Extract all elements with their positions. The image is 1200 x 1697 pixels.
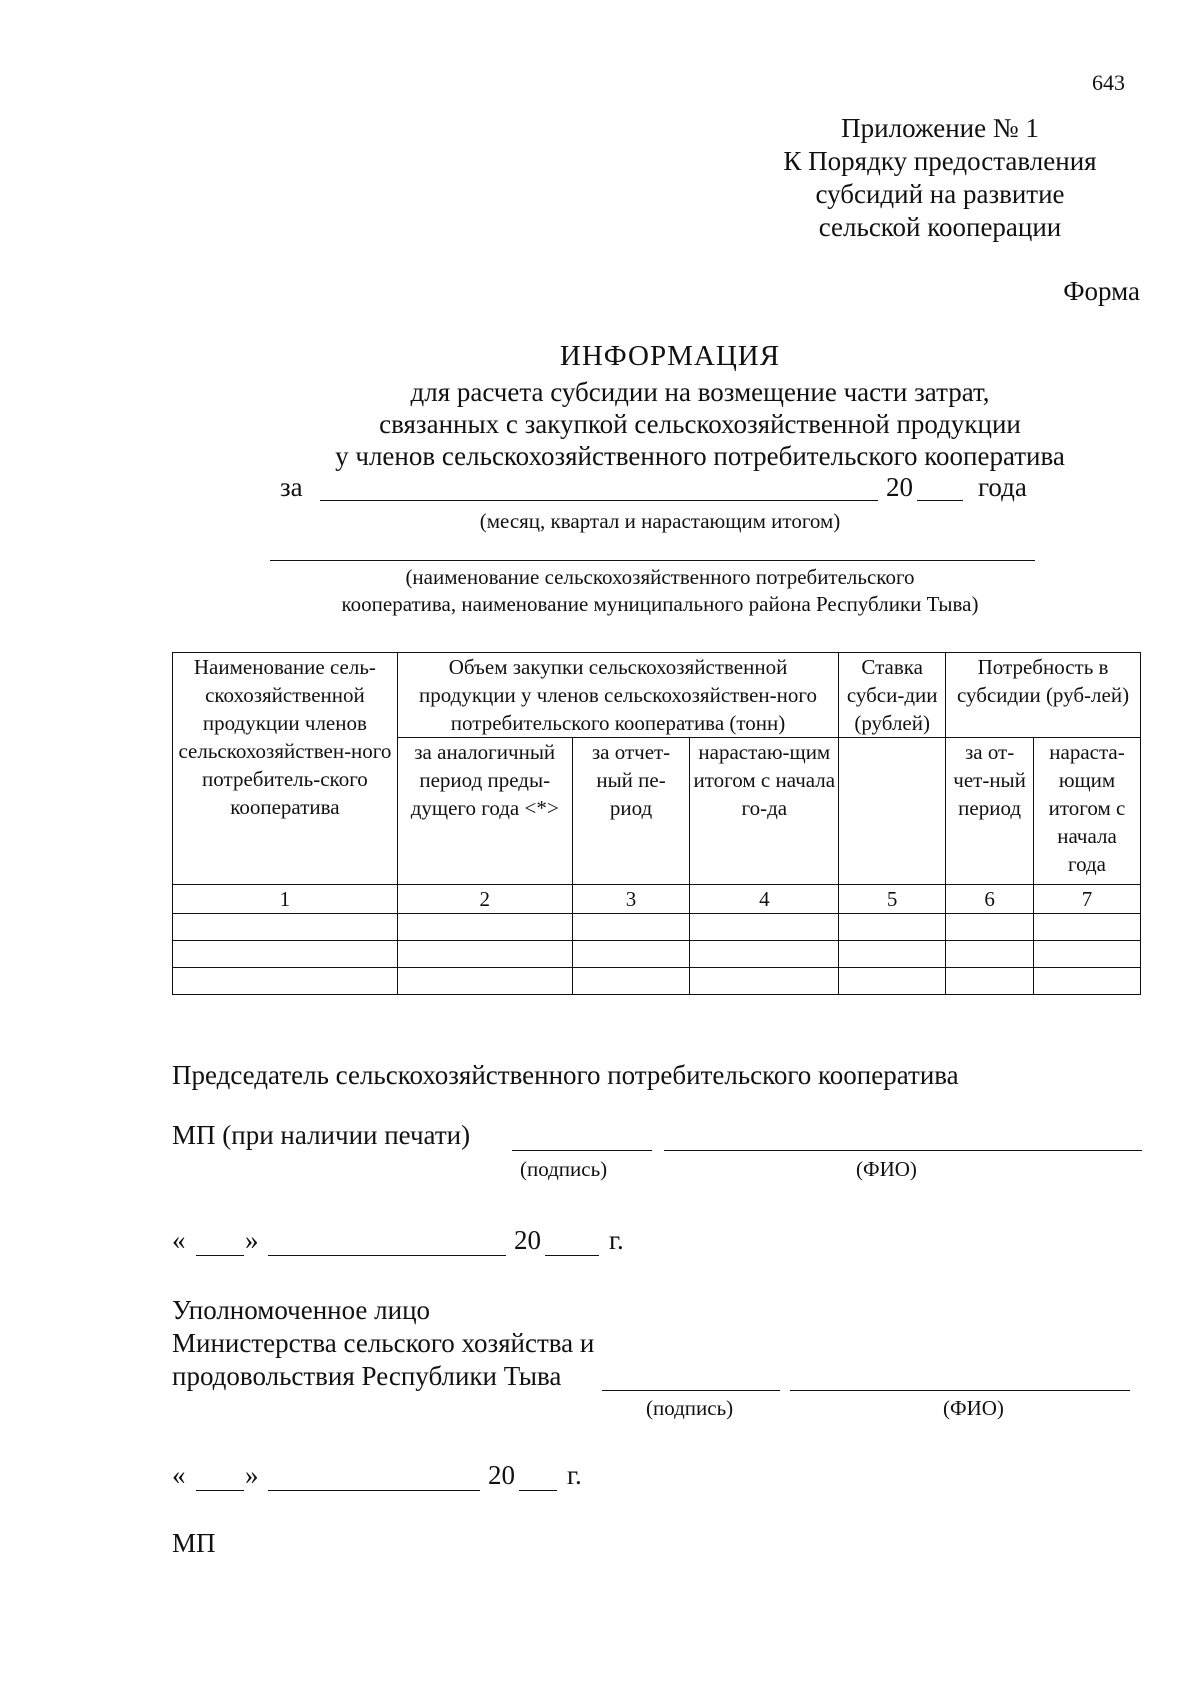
table-cell[interactable] xyxy=(397,968,572,995)
chairman-day-field[interactable] xyxy=(196,1255,244,1256)
authorized-day-field[interactable] xyxy=(196,1490,244,1491)
table-row xyxy=(173,941,1141,968)
table-cell[interactable] xyxy=(946,914,1034,941)
appendix-line: К Порядку предоставления xyxy=(783,146,1097,176)
column-number: 5 xyxy=(839,885,946,914)
chairman-label: Председатель сельскохозяйственного потребительского кооператива xyxy=(172,1060,959,1090)
mp-label: МП (при наличии печати) xyxy=(172,1120,471,1150)
period-year-prefix: 20 xyxy=(886,472,913,502)
table-cell[interactable] xyxy=(173,941,398,968)
table-header-cell: Потребность в субсидии (руб-лей) xyxy=(946,653,1141,738)
table-header-cell: за отчет-ный пе-риод xyxy=(572,738,690,885)
column-number: 6 xyxy=(946,885,1034,914)
table-header-cell: Ставка субси-дии (рублей) xyxy=(839,653,946,738)
table-header-cell: Объем закупки сельскохозяйственной продукции у членов сельскохозяйствен-ного потребительского кооператива (тонн) xyxy=(397,653,838,738)
table-cell[interactable] xyxy=(173,914,398,941)
period-field[interactable] xyxy=(320,500,878,501)
signature-hint: (подпись) xyxy=(646,1396,734,1420)
appendix-block xyxy=(740,112,1140,244)
table-header-cell: нараста-ющим итогом с начала года xyxy=(1034,738,1141,885)
appendix-line: субсидий на развитие xyxy=(815,179,1065,209)
table-row xyxy=(173,968,1141,995)
date-year-prefix: 20 xyxy=(514,1225,541,1255)
table-cell[interactable] xyxy=(1034,968,1141,995)
title-line: у членов сельскохозяйственного потребительского кооператива xyxy=(335,441,1065,471)
table-header-cell: за аналогичный период преды-дущего года <*> xyxy=(397,738,572,885)
date-open: « xyxy=(172,1460,186,1490)
table-cell[interactable] xyxy=(690,968,839,995)
table-cell[interactable] xyxy=(572,941,690,968)
table-cell[interactable] xyxy=(839,968,946,995)
chairman-year-field[interactable] xyxy=(545,1255,599,1256)
appendix-line: сельской кооперации xyxy=(818,212,1062,242)
period-za: за xyxy=(280,472,303,502)
subsidy-table xyxy=(172,652,1141,995)
date-year-suffix: г. xyxy=(567,1460,582,1490)
authorized-signature-field[interactable] xyxy=(602,1390,780,1391)
chairman-month-field[interactable] xyxy=(268,1255,506,1256)
authorized-label: продовольствия Республики Тыва xyxy=(172,1361,562,1391)
table-header-cell: за от-чет-ный период xyxy=(946,738,1034,885)
column-number: 7 xyxy=(1034,885,1141,914)
authorized-fio-field[interactable] xyxy=(790,1390,1130,1391)
mp-final: МП xyxy=(172,1528,216,1558)
chairman-signature-field[interactable] xyxy=(512,1150,652,1151)
table-header-cell xyxy=(839,738,946,885)
table-cell[interactable] xyxy=(946,941,1034,968)
authorized-label: Министерства сельского хозяйства и xyxy=(172,1328,595,1358)
column-number: 1 xyxy=(173,885,398,914)
table-row xyxy=(173,914,1141,941)
fio-hint: (ФИО) xyxy=(856,1157,917,1181)
table-cell[interactable] xyxy=(946,968,1034,995)
authorized-label: Уполномоченное лицо xyxy=(172,1295,431,1325)
authorized-month-field[interactable] xyxy=(268,1490,480,1491)
date-year-suffix: г. xyxy=(609,1225,624,1255)
table-header-cell: нарастаю-щим итогом с начала го-да xyxy=(690,738,839,885)
table-cell[interactable] xyxy=(690,941,839,968)
table-cell[interactable] xyxy=(173,968,398,995)
name-hint: (наименование сельскохозяйственного потребительского xyxy=(405,565,915,589)
table-number-row xyxy=(173,885,1141,914)
table-cell[interactable] xyxy=(397,941,572,968)
table-header-row xyxy=(173,653,1141,738)
date-open: « xyxy=(172,1225,186,1255)
date-close: » xyxy=(245,1225,259,1255)
table-cell[interactable] xyxy=(397,914,572,941)
column-number: 2 xyxy=(397,885,572,914)
table-cell[interactable] xyxy=(1034,914,1141,941)
table-cell[interactable] xyxy=(572,968,690,995)
authorized-year-field[interactable] xyxy=(519,1490,557,1491)
table-cell[interactable] xyxy=(690,914,839,941)
chairman-fio-field[interactable] xyxy=(664,1150,1142,1151)
date-close: » xyxy=(245,1460,259,1490)
name-hint: кооператива, наименование муниципального района Республики Тыва) xyxy=(341,592,979,616)
table-cell[interactable] xyxy=(572,914,690,941)
title-line: связанных с закупкой сельскохозяйственной продукции xyxy=(379,409,1021,439)
column-number: 3 xyxy=(572,885,690,914)
period-year-field[interactable] xyxy=(917,500,963,501)
page-number: 643 xyxy=(1092,70,1125,95)
cooperative-name-field[interactable] xyxy=(270,560,1035,561)
title-line: для расчета субсидии на возмещение части затрат, xyxy=(410,377,990,407)
table-cell[interactable] xyxy=(839,914,946,941)
table-cell[interactable] xyxy=(839,941,946,968)
column-number: 4 xyxy=(690,885,839,914)
appendix-line: Приложение № 1 xyxy=(841,113,1039,143)
form-label: Форма xyxy=(1063,276,1140,306)
table-cell[interactable] xyxy=(1034,941,1141,968)
signature-hint: (подпись) xyxy=(520,1157,608,1181)
document-heading: ИНФОРМАЦИЯ xyxy=(559,340,781,372)
table-header-cell: Наименование сель-скохозяйственной продукции членов сельскохозяйствен-ного потребитель-ского кооператива xyxy=(173,653,398,885)
date-year-prefix: 20 xyxy=(488,1460,515,1490)
period-hint: (месяц, квартал и нарастающим итогом) xyxy=(479,509,841,533)
period-year-suffix: года xyxy=(978,472,1027,502)
fio-hint: (ФИО) xyxy=(943,1396,1004,1420)
